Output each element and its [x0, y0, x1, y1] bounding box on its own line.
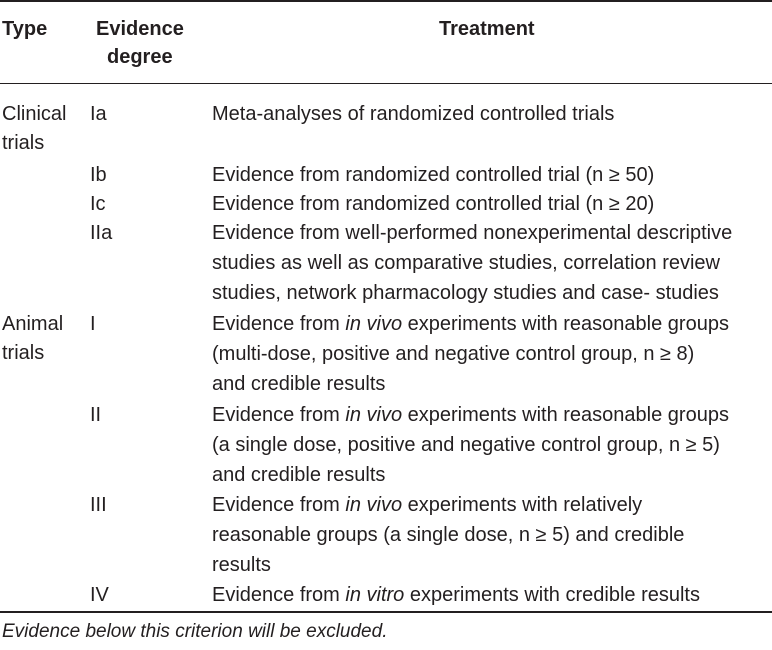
evidence-degree: I [90, 313, 96, 335]
evidence-degree: III [90, 494, 107, 516]
treatment-text: Evidence from well-performed nonexperimental descriptive [212, 222, 733, 244]
evidence-degree: II [90, 404, 102, 426]
treatment-text: Evidence from in vivo experiments with reasonable groups [212, 313, 729, 335]
evidence-degree: IIa [90, 222, 113, 244]
table-bottom-rule [0, 611, 772, 613]
treatment-text: Meta-analyses of randomized controlled trials [212, 103, 615, 125]
treatment-text: (multi-dose, positive and negative control group, n ≥ 8) [212, 343, 695, 365]
treatment-text: Evidence from in vivo experiments with reasonable groups [212, 404, 729, 426]
evidence-degree: Ia [90, 103, 107, 125]
evidence-degree: Ib [90, 164, 107, 186]
table-top-rule [0, 0, 772, 2]
treatment-text: Evidence from randomized controlled trial (n ≥ 20) [212, 193, 655, 215]
header-evidence-degree-line1: Evidence [96, 18, 184, 40]
group-label: Clinical [2, 103, 67, 125]
group-label: Animal [2, 313, 64, 335]
evidence-degree: IV [90, 584, 109, 606]
treatment-text: studies, network pharmacology studies and case- studies [212, 282, 719, 304]
treatment-text: reasonable groups (a single dose, n ≥ 5) and credible [212, 524, 685, 546]
header-type: Type [2, 18, 48, 40]
treatment-text: and credible results [212, 464, 386, 486]
treatment-text: results [212, 554, 271, 576]
treatment-text: studies as well as comparative studies, correlation review [212, 252, 720, 274]
group-label: trials [2, 342, 45, 364]
group-label: trials [2, 132, 45, 154]
treatment-text: Evidence from in vivo experiments with relatively [212, 494, 643, 516]
evidence-degree: Ic [90, 193, 106, 215]
table-footnote: Evidence below this criterion will be excluded. [2, 621, 388, 642]
treatment-text: (a single dose, positive and negative control group, n ≥ 5) [212, 434, 720, 456]
header-evidence-degree-line2: degree [107, 46, 173, 68]
treatment-text: Evidence from randomized controlled trial (n ≥ 50) [212, 164, 655, 186]
treatment-text: and credible results [212, 373, 386, 395]
header-rule [0, 83, 772, 84]
header-treatment: Treatment [439, 18, 535, 40]
treatment-text: Evidence from in vitro experiments with credible results [212, 584, 700, 606]
